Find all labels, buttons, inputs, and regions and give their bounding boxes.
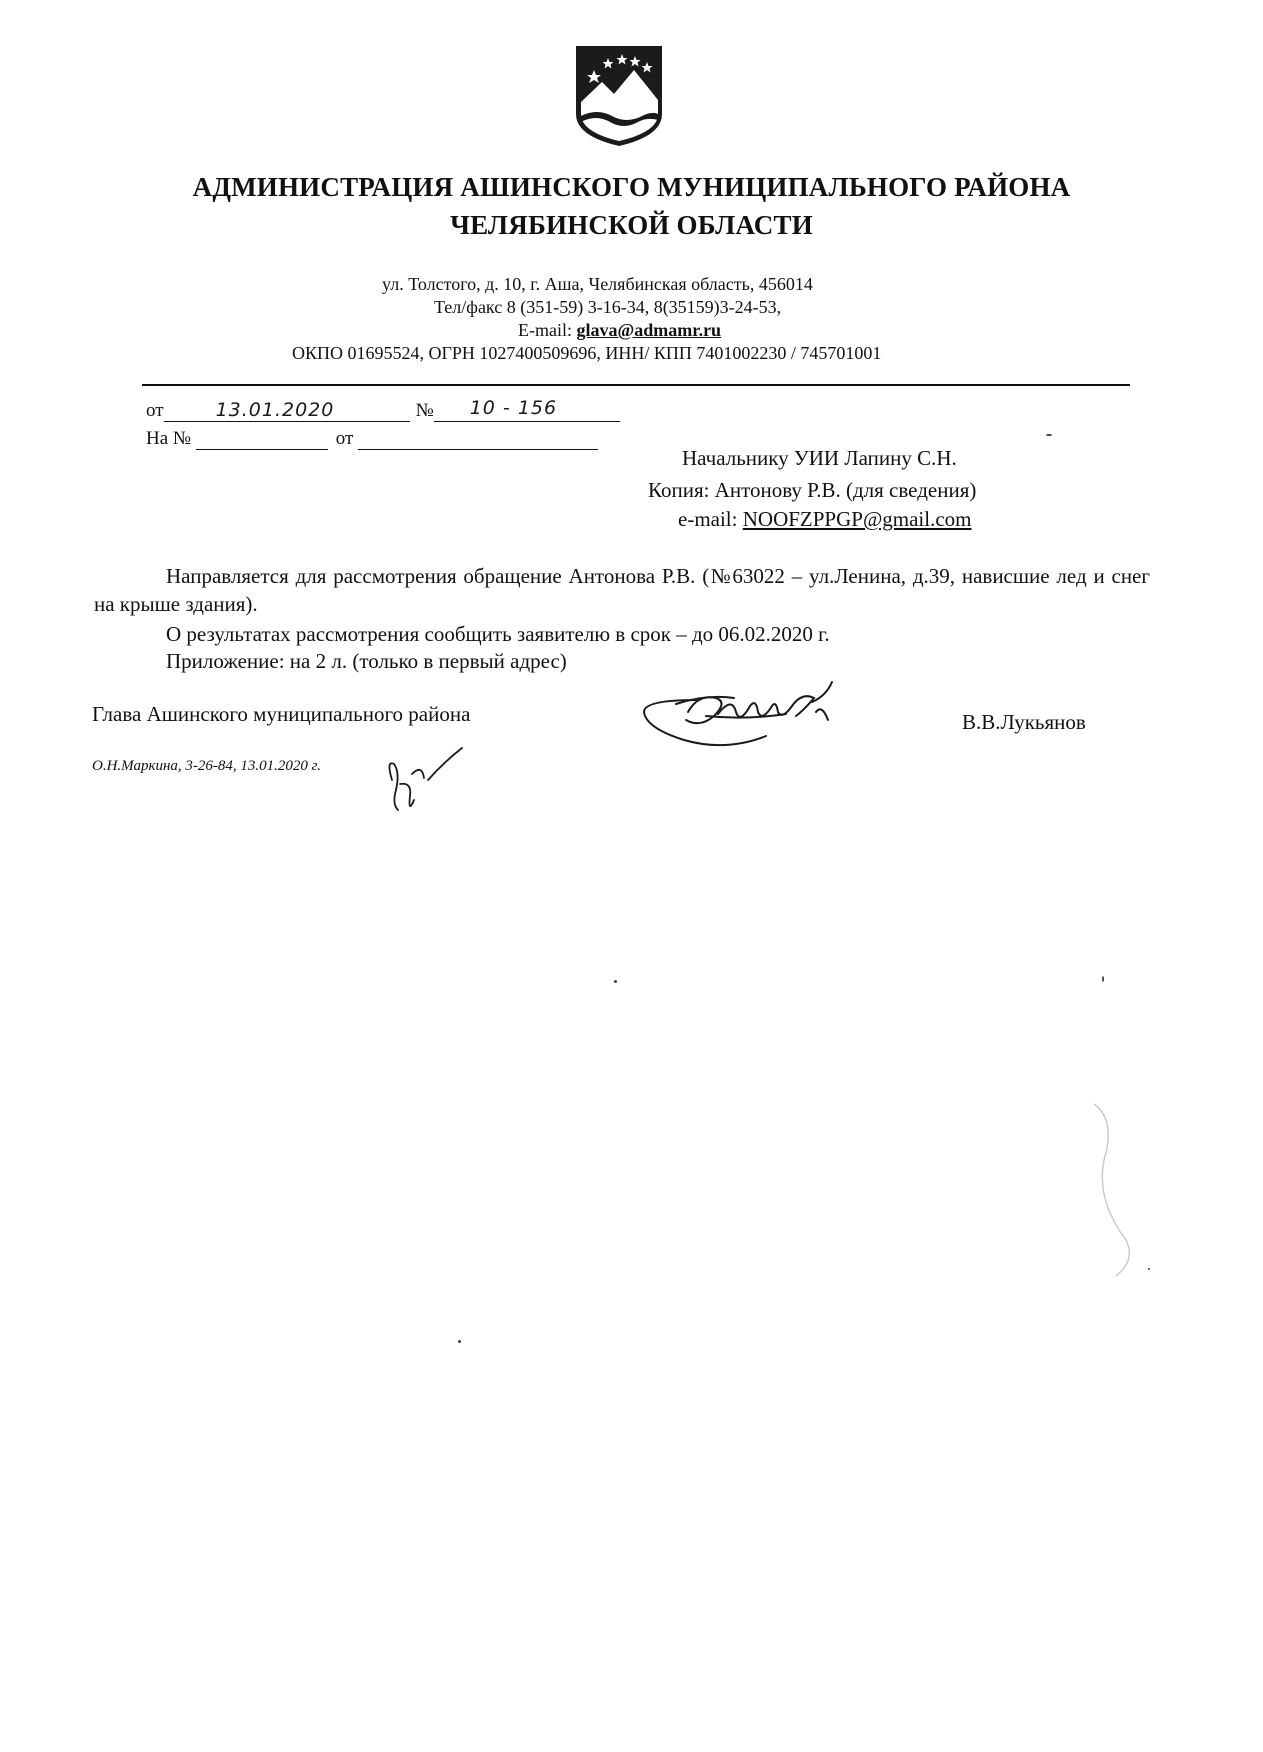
recipient-copy: Копия: Антонову Р.В. (для сведения) [648, 478, 977, 502]
reply-line [146, 428, 598, 450]
scan-speck [1046, 434, 1052, 436]
reply-number-label: На № [146, 428, 192, 449]
registration-date: 13.01.2020 [215, 399, 335, 421]
from-label: от [146, 400, 164, 421]
header-divider [142, 384, 1130, 386]
handwritten-signature [636, 676, 886, 761]
body-paragraph-1: Направляется для рассмотрения обращение Антонова Р.В. (№63022 – ул.Ленина, д.39, нависшие лед и снег на крыше здания). [94, 564, 1150, 616]
recipient-email-label: e-mail: [678, 507, 743, 531]
scan-speck [1102, 976, 1104, 982]
recipient-line1: Начальнику УИИ Лапину С.Н. [682, 446, 957, 470]
signatory-name: В.В.Лукьянов [962, 710, 1086, 734]
registration-line [146, 397, 620, 422]
scan-speck [1148, 1268, 1150, 1270]
date-field [164, 401, 410, 422]
org-email-link[interactable]: glava@admamr.ru [576, 320, 722, 340]
org-title-line1: АДМИНИСТРАЦИЯ АШИНСКОГО МУНИЦИПАЛЬНОГО РАЙОНА [192, 172, 1071, 202]
number-label: № [415, 400, 434, 421]
scan-speck [458, 1340, 461, 1343]
org-title-line2: ЧЕЛЯБИНСКОЙ ОБЛАСТИ [450, 210, 813, 240]
coat-of-arms-icon [572, 44, 666, 148]
email-label: E-mail: [518, 320, 577, 340]
email-line [518, 320, 721, 341]
reply-number-field [196, 429, 328, 450]
recipient-email-line [678, 507, 972, 532]
signatory-position: Глава Ашинского муниципального района [92, 702, 471, 726]
number-field [434, 397, 620, 422]
executor-initials [384, 744, 470, 829]
body-paragraph-2: О результатах рассмотрения сообщить заявителю в срок – до 06.02.2020 г. [166, 622, 830, 646]
reply-date-field [358, 429, 598, 450]
recipient-email-link[interactable]: NOOFZPPGP@gmail.com [742, 507, 972, 531]
executor-info: О.Н.Маркина, 3-26-84, 13.01.2020 г. [92, 758, 322, 774]
phone: Тел/факс 8 (351-59) 3-16-34, 8(35159)3-24-53, [434, 297, 782, 317]
registry-codes: ОКПО 01695524, ОГРН 1027400509696, ИНН/ КПП 7401002230 / 745701001 [292, 343, 882, 363]
address: ул. Толстого, д. 10, г. Аша, Челябинская область, 456014 [382, 274, 813, 294]
registration-number: 10 - 156 [469, 397, 558, 419]
body-paragraph-3: Приложение: на 2 л. (только в первый адрес) [166, 649, 567, 673]
scan-speck [614, 980, 617, 983]
reply-from-label: от [335, 428, 354, 449]
scan-mark [1086, 1100, 1146, 1285]
